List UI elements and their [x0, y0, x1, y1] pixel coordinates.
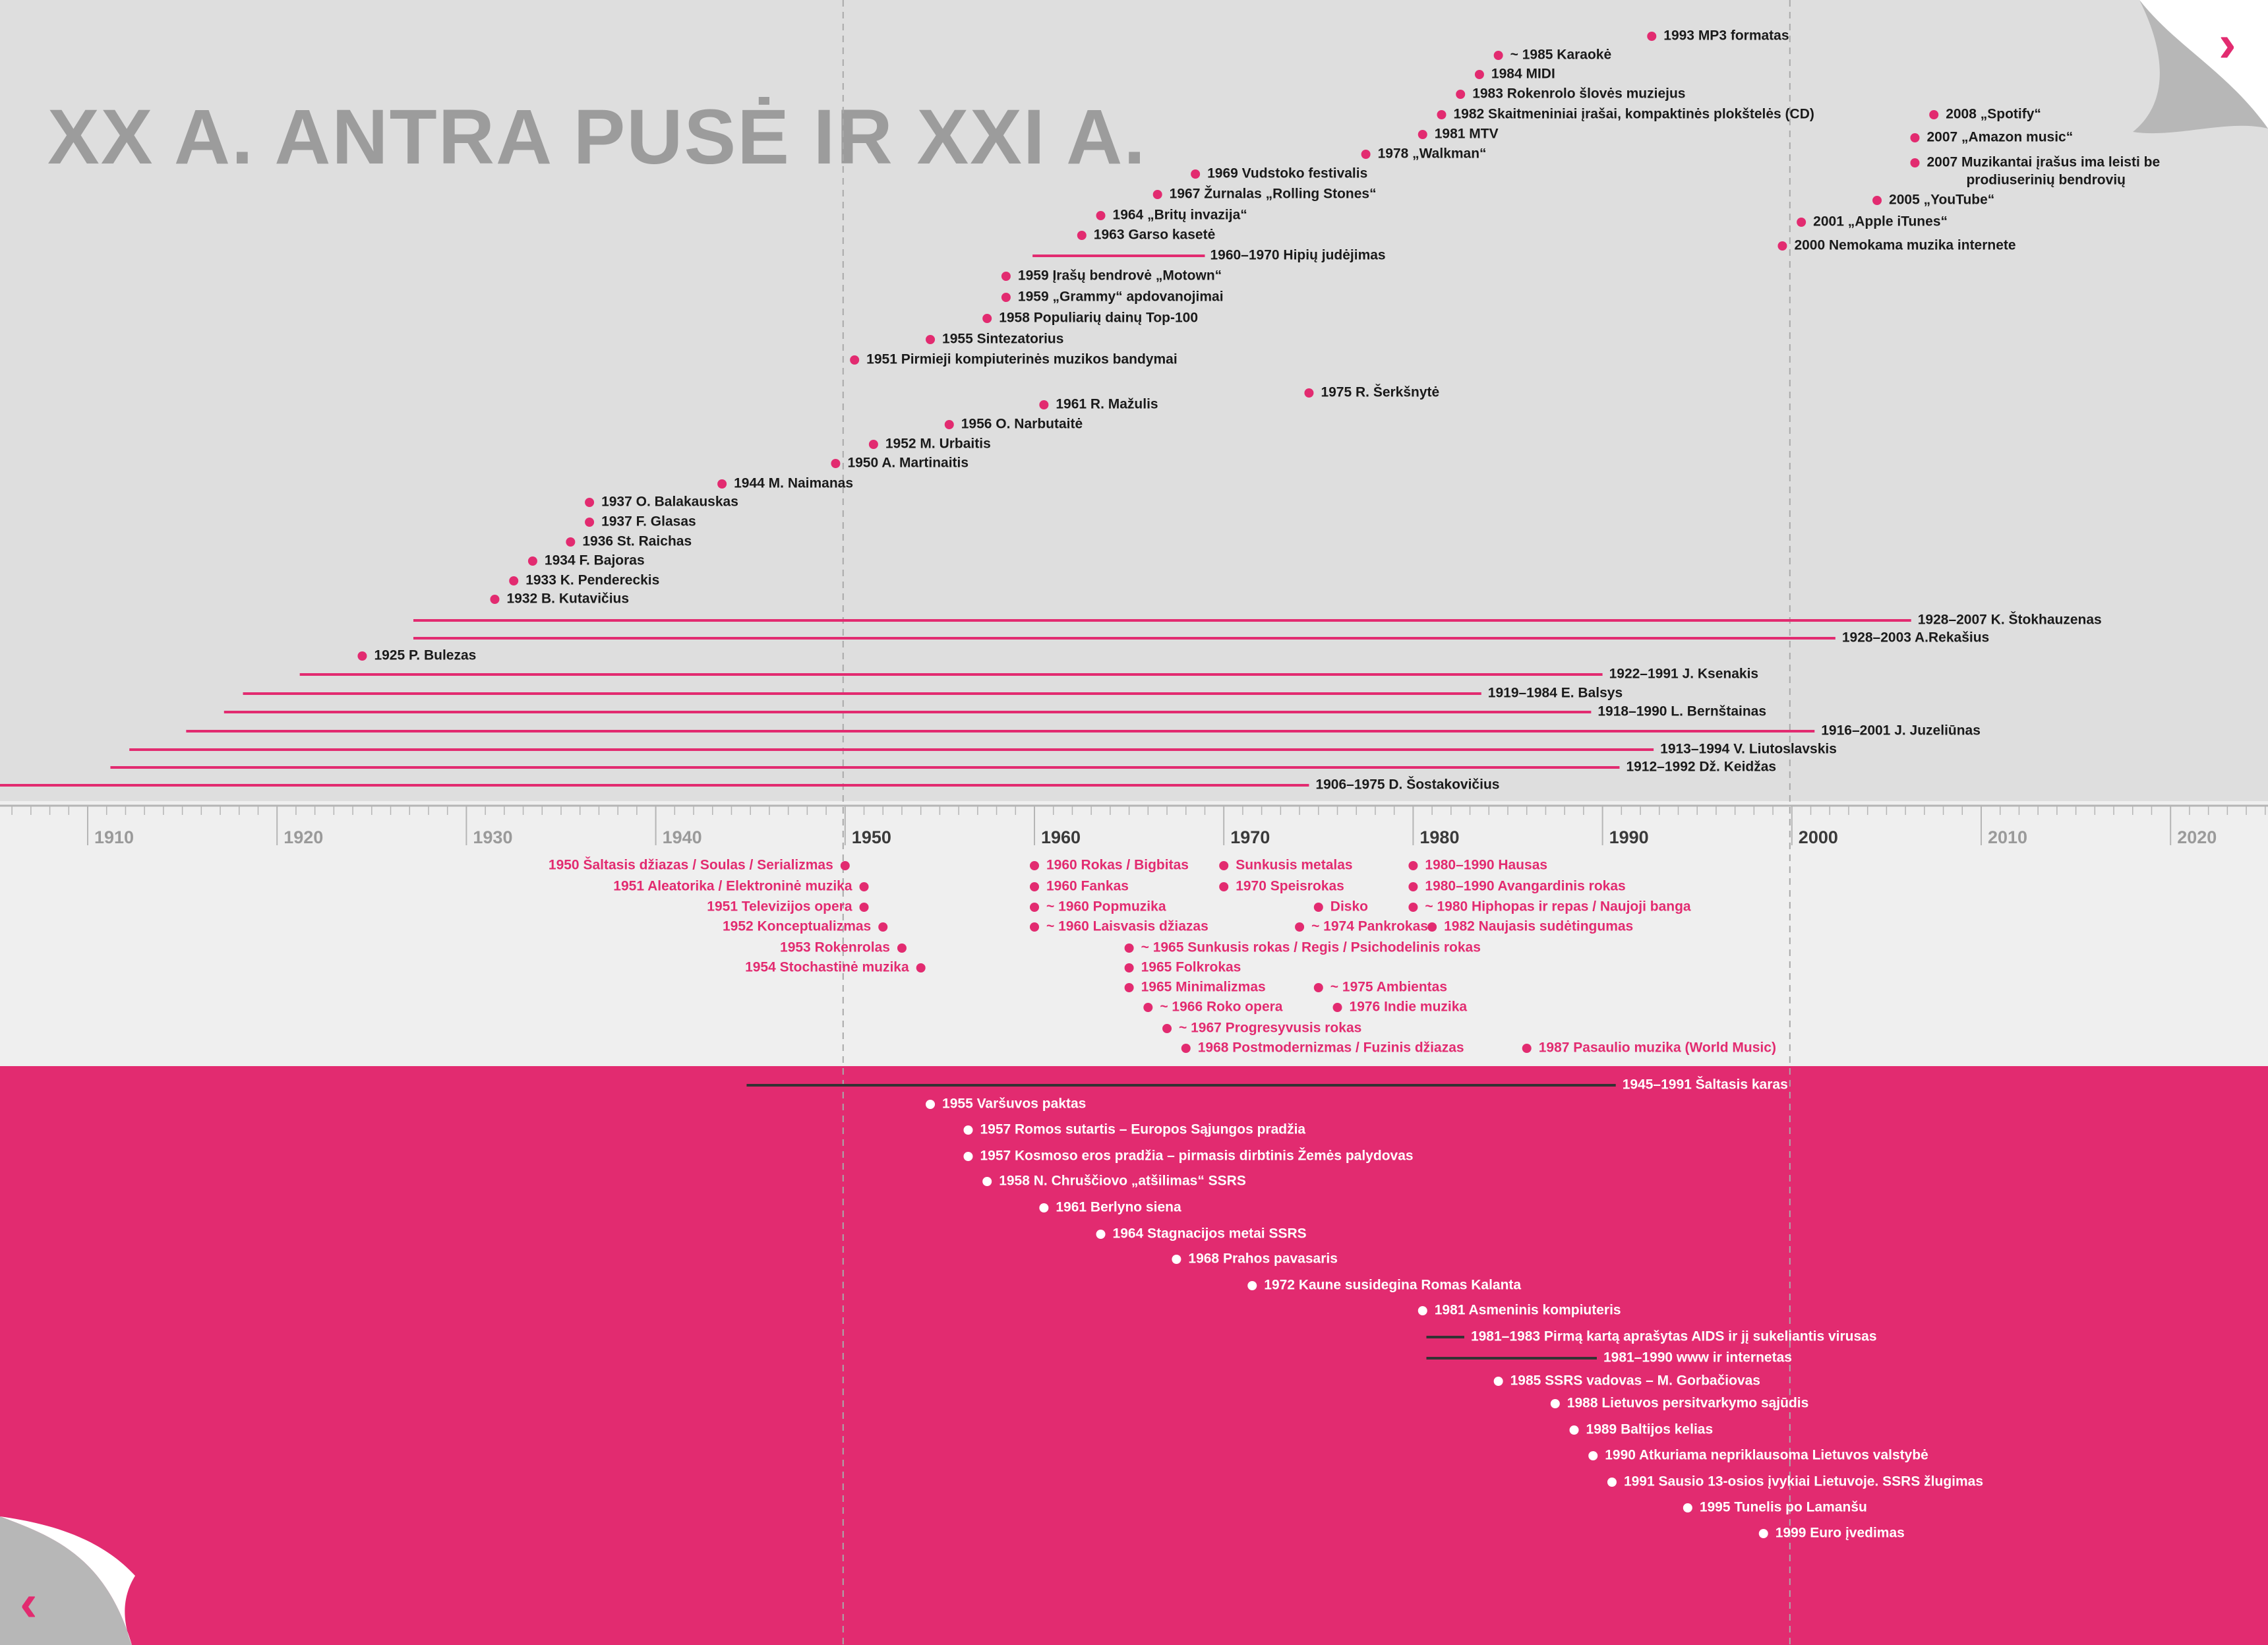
- music-event-dot: [1096, 211, 1106, 220]
- music-style-dot: [1125, 963, 1134, 972]
- music-style-label: ~ 1965 Sunkusis rokas / Regis / Psichodelinis rokas: [1141, 940, 1481, 955]
- history-event-dot: [1607, 1478, 1617, 1487]
- music-event-label: 2007 Muzikantai įrašus ima leisti be: [1926, 154, 2161, 170]
- music-style-label: ~ 1960 Laisvasis džiazas: [1046, 918, 1209, 934]
- music-style-dot: [1408, 861, 1418, 870]
- music-style-label: 1980–1990 Avangardinis rokas: [1425, 878, 1626, 894]
- music-style-label: 1987 Pasaulio muzika (World Music): [1538, 1040, 1776, 1056]
- music-style-dot: [1181, 1044, 1191, 1053]
- music-style-label: ~ 1967 Progresyvusis rokas: [1179, 1020, 1362, 1036]
- music-style-label: 1965 Folkrokas: [1141, 959, 1241, 975]
- composer-label: 1933 K. Pendereckis: [525, 572, 660, 588]
- composer-dot: [490, 595, 499, 604]
- music-style-dot: [1333, 1003, 1342, 1012]
- history-event-label: 1985 SSRS vadovas – M. Gorbačiovas: [1510, 1373, 1760, 1389]
- music-event-dot: [1191, 169, 1200, 179]
- music-event-dot: [1437, 110, 1446, 119]
- composer-lifespan-label: 1906–1975 D. Šostakovičius: [1315, 777, 1500, 793]
- music-style-dot: [1030, 861, 1039, 870]
- music-event-dot: [1475, 70, 1484, 79]
- composer-lifespan-label: 1912–1992 Dž. Keidžas: [1626, 759, 1777, 775]
- history-event-dot: [1683, 1503, 1692, 1512]
- music-span-label: 1960–1970 Hipių judėjimas: [1210, 247, 1386, 263]
- history-event-dot: [1247, 1281, 1257, 1290]
- history-event-dot: [1494, 1377, 1503, 1386]
- composer-dot: [585, 498, 594, 507]
- history-event-label: 1990 Atkuriama nepriklausoma Lietuvos valstybė: [1605, 1447, 1928, 1463]
- music-style-dot: [1314, 903, 1323, 912]
- history-event-label: 1995 Tunelis po Lamanšu: [1699, 1499, 1867, 1515]
- history-event-label: 1999 Euro įvedimas: [1775, 1525, 1905, 1541]
- history-event-label: 1988 Lietuvos persitvarkymo sąjūdis: [1567, 1395, 1809, 1411]
- chevron-right-icon: ›: [2219, 14, 2236, 73]
- music-event-dot: [1456, 90, 1465, 99]
- music-style-dot: [1125, 983, 1134, 992]
- music-style-dot: [1522, 1044, 1532, 1053]
- history-event-label: 1972 Kaune susidegina Romas Kalanta: [1264, 1277, 1522, 1293]
- composer-dot: [945, 420, 954, 429]
- chevron-left-icon: ‹: [20, 1573, 38, 1632]
- music-event-dot: [1494, 51, 1503, 60]
- music-style-dot: [1125, 943, 1134, 953]
- music-event-label: 1963 Garso kasetė: [1093, 227, 1216, 243]
- history-event-dot: [926, 1100, 935, 1109]
- music-style-label: Sunkusis metalas: [1236, 857, 1353, 873]
- music-event-label: 1951 Pirmieji kompiuterinės muzikos bandymai: [866, 351, 1178, 367]
- music-style-label: 1965 Minimalizmas: [1141, 979, 1266, 995]
- music-style-dot: [1408, 882, 1418, 891]
- axis-year-label: 1930: [473, 827, 513, 848]
- music-event-dot: [1001, 293, 1011, 302]
- music-style-label: ~ 1980 Hiphopas ir repas / Naujoji banga: [1425, 899, 1691, 914]
- music-style-dot: [860, 903, 869, 912]
- music-style-label: 1960 Fankas: [1046, 878, 1129, 894]
- composer-label: 1934 F. Bajoras: [544, 553, 645, 568]
- axis-year-label: 1970: [1230, 827, 1270, 848]
- history-event-dot: [1588, 1451, 1597, 1460]
- music-style-dot: [1030, 882, 1039, 891]
- music-style-dot: [897, 943, 907, 953]
- music-event-dot: [1797, 218, 1806, 227]
- music-event-label: 1955 Sintezatorius: [942, 331, 1064, 347]
- axis-year-label: 2020: [2177, 827, 2217, 848]
- music-style-label: ~ 1960 Popmuzika: [1046, 899, 1166, 914]
- composer-label: 1937 O. Balakauskas: [601, 494, 738, 510]
- composer-label: 1975 R. Šerkšnytė: [1321, 384, 1440, 400]
- composer-label: 1952 M. Urbaitis: [885, 436, 991, 452]
- music-event-label: 1959 Įrašų bendrovė „Motown“: [1017, 268, 1222, 284]
- music-style-dot: [1295, 922, 1304, 932]
- history-event-dot: [1172, 1255, 1181, 1264]
- music-style-dot: [1143, 1003, 1152, 1012]
- music-event-dot: [850, 355, 859, 365]
- music-event-label: 1969 Vudstoko festivalis: [1207, 165, 1368, 181]
- history-event-dot: [1759, 1529, 1768, 1538]
- music-event-dot: [1361, 150, 1371, 159]
- history-event-label: 1961 Berlyno siena: [1056, 1199, 1181, 1215]
- history-event-label: 1958 N. Chruščiovo „atšilimas“ SSRS: [999, 1173, 1246, 1189]
- music-event-label: 2005 „YouTube“: [1889, 192, 1995, 208]
- music-event-dot: [1777, 241, 1787, 251]
- composer-dot: [585, 518, 594, 527]
- composer-label: 1937 F. Glasas: [601, 514, 696, 529]
- previous-page-button[interactable]: [20, 1572, 38, 1633]
- composer-label: 1944 M. Naimanas: [734, 475, 854, 491]
- composer-dot: [357, 651, 367, 661]
- composer-dot: [528, 556, 537, 566]
- music-style-dot: [1314, 983, 1323, 992]
- music-style-dot: [878, 922, 887, 932]
- music-style-dot: [1162, 1024, 1172, 1033]
- history-event-dot: [1418, 1306, 1427, 1315]
- music-event-label: 1983 Rokenrolo šlovės muziejus: [1472, 86, 1686, 102]
- history-event-dot: [1039, 1203, 1048, 1212]
- composer-lifespan-label: 1916–2001 J. Juzeliūnas: [1821, 723, 1981, 738]
- composer-lifespan-label: 1928–2007 K. Štokhauzenas: [1917, 612, 2102, 628]
- composer-lifespan-label: 1913–1994 V. Liutoslavskis: [1660, 741, 1837, 757]
- history-span-label: 1945–1991 Šaltasis karas: [1622, 1077, 1788, 1092]
- page-title: XX A. ANTRA PUSĖ IR XXI A.: [47, 94, 1147, 181]
- history-event-label: 1968 Prahos pavasaris: [1188, 1251, 1338, 1267]
- axis-year-label: 1950: [851, 827, 891, 848]
- history-event-label: 1957 Kosmoso eros pradžia – pirmasis dirbtinis Žemės palydovas: [980, 1148, 1414, 1164]
- music-style-label: 1951 Aleatorika / Elektroninė muzika: [613, 878, 852, 894]
- music-event-label: prodiuserinių bendrovių: [1966, 172, 2126, 188]
- composer-label: 1932 B. Kutavičius: [506, 591, 630, 607]
- music-event-dot: [1929, 110, 1938, 119]
- music-event-dot: [1910, 158, 1919, 167]
- music-style-label: ~ 1975 Ambientas: [1330, 979, 1448, 995]
- music-style-label: 1970 Speisrokas: [1236, 878, 1344, 894]
- music-event-dot: [1872, 196, 1882, 205]
- composer-lifespan-label: 1922–1991 J. Ksenakis: [1609, 666, 1759, 682]
- history-event-dot: [963, 1152, 972, 1161]
- history-event-dot: [963, 1125, 972, 1135]
- composer-label: 1925 P. Bulezas: [374, 647, 477, 663]
- music-style-dot: [860, 882, 869, 891]
- music-style-dot: [1030, 903, 1039, 912]
- music-style-label: Disko: [1330, 899, 1368, 914]
- music-style-dot: [916, 963, 926, 972]
- music-style-label: 1982 Naujasis sudėtingumas: [1444, 918, 1634, 934]
- axis-year-label: 1960: [1041, 827, 1081, 848]
- music-style-label: 1976 Indie muzika: [1349, 999, 1468, 1015]
- composer-dot: [566, 537, 575, 547]
- composer-label: 1956 O. Narbutaitė: [961, 416, 1083, 432]
- composer-label: 1961 R. Mažulis: [1056, 396, 1158, 412]
- music-event-dot: [1418, 130, 1427, 139]
- history-event-label: 1964 Stagnacijos metai SSRS: [1112, 1226, 1307, 1241]
- axis-year-label: 1940: [662, 827, 702, 848]
- history-event-dot: [1570, 1425, 1579, 1435]
- music-event-label: 1964 „Britų invazija“: [1112, 207, 1247, 223]
- music-style-label: 1950 Šaltasis džiazas / Soulas / Serializmas: [548, 857, 833, 873]
- axis-year-label: 2000: [1798, 827, 1838, 848]
- music-event-label: 1978 „Walkman“: [1377, 146, 1487, 162]
- composer-dot: [717, 479, 727, 489]
- axis-year-label: 1980: [1419, 827, 1460, 848]
- music-style-dot: [1219, 861, 1228, 870]
- music-style-dot: [1427, 922, 1437, 932]
- music-event-dot: [1153, 190, 1162, 199]
- music-style-label: 1952 Konceptualizmas: [722, 918, 872, 934]
- history-event-dot: [1551, 1399, 1560, 1408]
- music-event-label: ~ 1985 Karaokė: [1510, 47, 1612, 63]
- axis-year-label: 1990: [1609, 827, 1649, 848]
- composer-label: 1936 St. Raichas: [582, 533, 692, 549]
- music-event-dot: [1910, 133, 1919, 142]
- music-event-label: 1982 Skaitmeniniai įrašai, kompaktinės plokštelės (CD): [1453, 106, 1814, 122]
- composer-lifespan-label: 1928–2003 A.Rekašius: [1841, 630, 1990, 645]
- composer-lifespan-label: 1918–1990 L. Bernštainas: [1597, 703, 1767, 719]
- music-style-dot: [841, 861, 850, 870]
- next-page-button[interactable]: [2219, 13, 2236, 74]
- music-event-label: 1984 MIDI: [1491, 66, 1555, 82]
- history-event-label: 1991 Sausio 13-osios įvykiai Lietuvoje. SSRS žlugimas: [1623, 1474, 1984, 1489]
- music-event-label: 1958 Populiarių dainų Top-100: [999, 310, 1199, 326]
- music-event-label: 1981 MTV: [1434, 126, 1499, 142]
- composer-label: 1950 A. Martinaitis: [847, 455, 969, 471]
- composer-dot: [1304, 388, 1313, 398]
- music-style-label: 1968 Postmodernizmas / Fuzinis džiazas: [1197, 1040, 1464, 1056]
- music-style-label: 1951 Televizijos opera: [707, 899, 852, 914]
- music-event-label: 1959 „Grammy“ apdovanojimai: [1017, 289, 1224, 305]
- music-event-label: 2008 „Spotify“: [1946, 106, 2041, 122]
- history-event-label: 1989 Baltijos kelias: [1586, 1421, 1714, 1437]
- music-style-label: 1960 Rokas / Bigbitas: [1046, 857, 1189, 873]
- composer-dot: [831, 459, 840, 468]
- history-event-label: 1955 Varšuvos paktas: [942, 1096, 1087, 1112]
- axis-year-label: 1910: [94, 827, 134, 848]
- music-event-dot: [982, 314, 992, 323]
- music-event-dot: [1077, 231, 1087, 240]
- music-style-dot: [1408, 903, 1418, 912]
- music-style-dot: [1219, 882, 1228, 891]
- music-event-dot: [926, 335, 935, 344]
- music-event-label: 2007 „Amazon music“: [1926, 129, 2074, 145]
- music-style-label: 1980–1990 Hausas: [1425, 857, 1548, 873]
- music-style-dot: [1030, 922, 1039, 932]
- axis-year-label: 2010: [1988, 827, 2028, 848]
- composer-dot: [1039, 400, 1048, 409]
- history-span-label: 1981–1983 Pirmą kartą aprašytas AIDS ir jį sukeliantis virusas: [1470, 1329, 1877, 1344]
- music-event-dot: [1001, 272, 1011, 281]
- music-style-label: 1953 Rokenrolas: [780, 940, 890, 955]
- axis-year-label: 1920: [284, 827, 324, 848]
- history-event-dot: [1096, 1230, 1106, 1239]
- composer-lifespan-label: 1919–1984 E. Balsys: [1487, 685, 1623, 701]
- music-style-label: ~ 1974 Pankrokas: [1311, 918, 1428, 934]
- music-event-label: 2000 Nemokama muzika internete: [1794, 237, 2016, 253]
- composer-dot: [509, 576, 518, 585]
- history-span-label: 1981–1990 www ir internetas: [1603, 1350, 1792, 1365]
- music-event-label: 1993 MP3 formatas: [1663, 28, 1789, 44]
- history-event-dot: [982, 1177, 992, 1186]
- composer-dot: [869, 440, 878, 449]
- music-style-label: 1954 Stochastinė muzika: [745, 959, 909, 975]
- history-event-label: 1957 Romos sutartis – Europos Sąjungos pradžia: [980, 1122, 1306, 1137]
- history-event-label: 1981 Asmeninis kompiuteris: [1434, 1302, 1621, 1318]
- music-event-label: 1967 Žurnalas „Rolling Stones“: [1169, 186, 1377, 202]
- music-event-label: 2001 „Apple iTunes“: [1813, 214, 1948, 229]
- music-event-dot: [1647, 32, 1656, 41]
- music-style-label: ~ 1966 Roko opera: [1160, 999, 1283, 1015]
